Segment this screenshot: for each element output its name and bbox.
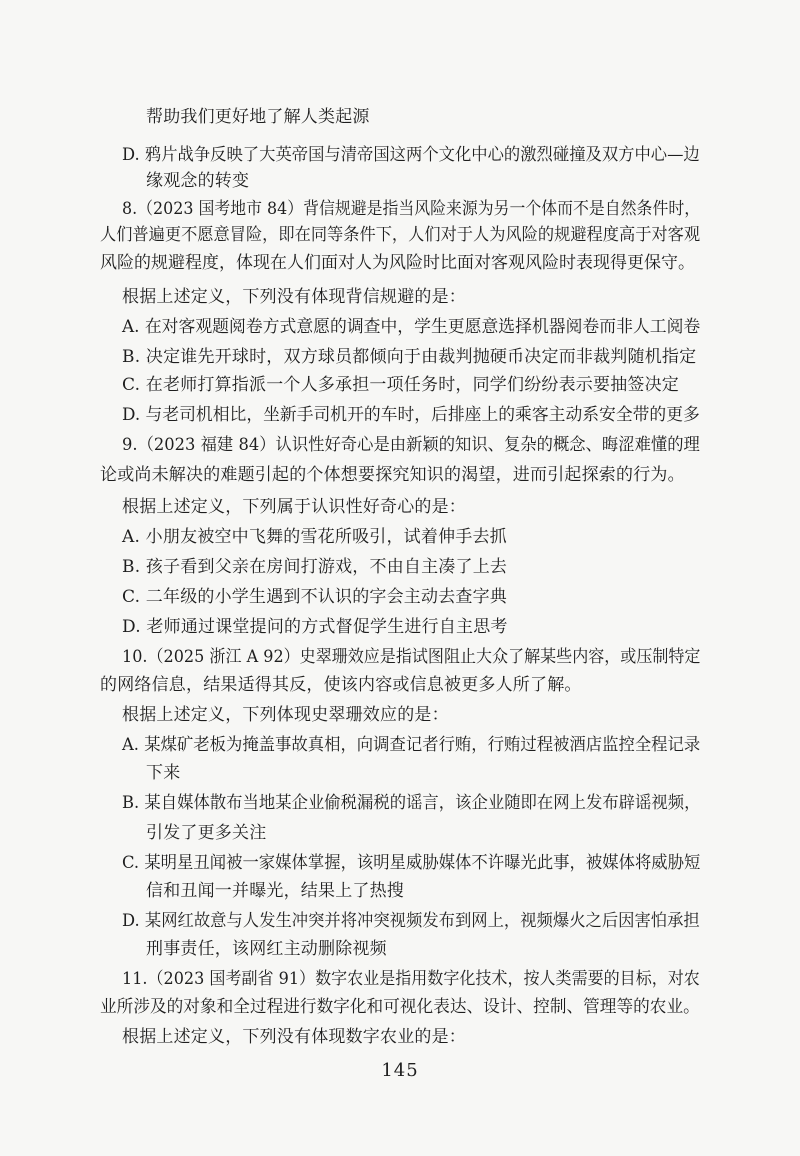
text-line: A. 某煤矿老板为掩盖事故真相，向调查记者行贿，行贿过程被酒店监控全程记录	[122, 735, 701, 755]
text-line: 风险的规避程度，体现在人们面对人为风险时比面对客观风险时表现得更保守。	[100, 253, 695, 273]
text-line: 10.（2025 浙江 A 92）史翠珊效应是指试图阻止大众了解某些内容，或压制特定	[122, 647, 701, 667]
text-line: 论或尚未解决的难题引起的个体想要探究知识的渴望，进而引起探索的行为。	[100, 465, 685, 485]
text-line: 业所涉及的对象和全过程进行数字化和可视化表达、设计、控制、管理等的农业。	[100, 997, 700, 1017]
text-line: D. 某网红故意与人发生冲突并将冲突视频发布到网上，视频爆火之后因害怕承担	[122, 911, 700, 931]
text-line: B. 决定谁先开球时，双方球员都倾向于由裁判抛硬币决定而非裁判随机指定	[122, 347, 697, 367]
text-line: 根据上述定义，下列没有体现数字农业的是：	[122, 1027, 466, 1047]
text-line: 11.（2023 国考副省 91）数字农业是指用数字化技术，按人类需要的目标，对农	[122, 969, 700, 989]
text-line: 引发了更多关注	[146, 823, 267, 843]
text-line: C. 某明星丑闻被一家媒体掌握，该明星威胁媒体不许曝光此事，被媒体将威胁短	[122, 853, 701, 873]
text-line: 信和丑闻一并曝光，结果上了热搜	[146, 881, 404, 901]
text-line: A. 小朋友被空中飞舞的雪花所吸引，试着伸手去抓	[122, 527, 507, 547]
text-line: A. 在对客观题阅卷方式意愿的调查中，学生更愿意选择机器阅卷而非人工阅卷	[122, 317, 701, 337]
text-line: 8.（2023 国考地市 84）背信规避是指当风险来源为另一个体而不是自然条件时，	[122, 199, 701, 219]
text-line: 的网络信息，结果适得其反，使该内容或信息被更多人所了解。	[100, 675, 582, 695]
text-line: 刑事责任，该网红主动删除视频	[146, 939, 387, 959]
text-line: 人们普遍更不愿意冒险，即在同等条件下，人们对于人为风险的规避程度高于对客观	[100, 225, 701, 245]
text-line: D. 老师通过课堂提问的方式督促学生进行自主思考	[122, 617, 508, 637]
text-line: 帮助我们更好地了解人类起源	[146, 107, 370, 127]
text-line: 缘观念的转变	[146, 171, 250, 191]
text-line: 下来	[146, 763, 181, 783]
text-line: B. 某自媒体散布当地某企业偷税漏税的谣言，该企业随即在网上发布辟谣视频，	[122, 793, 701, 813]
text-line: B. 孩子看到父亲在房间打游戏，不由自主凑了上去	[122, 557, 508, 577]
text-line: C. 二年级的小学生遇到不认识的字会主动去查字典	[122, 587, 508, 607]
text-line: 根据上述定义，下列属于认识性好奇心的是：	[122, 497, 466, 517]
text-line: 根据上述定义，下列没有体现背信规避的是：	[122, 287, 466, 307]
text-line: D. 与老司机相比，坐新手司机开的车时，后排座上的乘客主动系安全带的更多	[122, 405, 700, 425]
text-line: 根据上述定义，下列体现史翠珊效应的是：	[122, 705, 449, 725]
text-line: 9.（2023 福建 84）认识性好奇心是由新颖的知识、复杂的概念、晦涩难懂的理	[122, 435, 700, 455]
text-line: C. 在老师打算指派一个人多承担一项任务时，同学们纷纷表示要抽签决定	[122, 375, 680, 395]
page-number: 145	[381, 1060, 419, 1081]
text-line: D. 鸦片战争反映了大英帝国与清帝国这两个文化中心的激烈碰撞及双方中心—边	[122, 145, 700, 165]
